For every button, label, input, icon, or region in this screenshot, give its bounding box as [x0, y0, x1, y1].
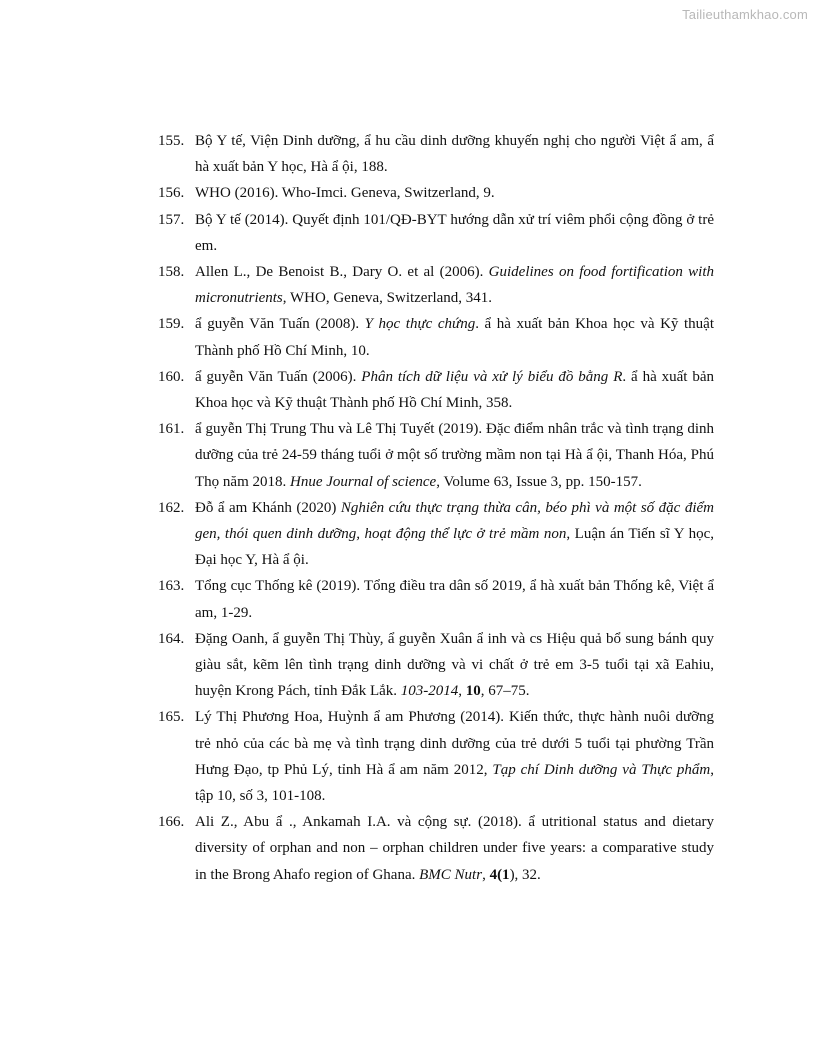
reference-text-segment: , 67–75. [480, 683, 530, 700]
reference-number: 160. [158, 368, 185, 385]
reference-text-segment: ), 32. [509, 866, 541, 883]
reference-item [158, 259, 714, 311]
reference-number: 165. [158, 709, 185, 726]
reference-text-segment: , tập 10, số 3, 101-108. [195, 761, 715, 805]
reference-text-segment: Đỗ ẩ am Khánh (2020) [195, 499, 341, 516]
reference-number: 158. [158, 264, 185, 281]
reference-number: 155. [158, 133, 185, 149]
reference-item [158, 809, 714, 888]
reference-item [158, 128, 714, 180]
reference-text-segment: . ẩ hà xuất bản Khoa học và Kỹ thuật Thành phố Hồ Chí Minh, 358. [195, 368, 715, 412]
reference-number: 157. [158, 211, 185, 228]
reference-item [158, 364, 714, 416]
reference-text [195, 573, 714, 625]
reference-text-segment: , [482, 866, 490, 883]
reference-title-italic: BMC Nutr [419, 866, 483, 883]
reference-text [195, 495, 714, 574]
reference-volume-bold: 10 [465, 683, 481, 700]
reference-text [195, 128, 714, 180]
reference-item [158, 311, 714, 363]
reference-title-italic: Tạp chí Dinh dưỡng và Thực phẩm [492, 761, 711, 778]
reference-text-segment: , WHO, Geneva, Switzerland, 341. [282, 290, 493, 307]
reference-number: 164. [158, 630, 185, 647]
reference-title-italic: Guidelines on food fortification with micronutrients [195, 264, 714, 307]
reference-text [195, 704, 714, 809]
reference-title-italic: Hnue Journal of science [290, 473, 437, 490]
reference-text-segment: Bộ Y tế, Viện Dinh dưỡng, ẩ hu cầu dinh dưỡng khuyến nghị cho người Việt ẩ am, ẩ hà xuất bản Y học, Hà ẩ ội, 188. [195, 133, 714, 176]
watermark-text: Tailieuthamkhao.com [682, 7, 808, 22]
reference-item [158, 573, 714, 625]
reference-text [195, 259, 714, 311]
reference-item [158, 180, 714, 206]
reference-number: 161. [158, 421, 185, 438]
reference-number: 159. [158, 316, 185, 333]
reference-item [158, 704, 714, 809]
reference-text [195, 626, 714, 705]
reference-text-segment: , [458, 683, 466, 700]
reference-list [158, 128, 714, 888]
reference-text-segment: Ali Z., Abu ẩ ., Ankamah I.A. và cộng sự. (2018). ẩ utritional status and dietary diversity of orphan and non – orphan children under five years: a comparative study in the Brong Ahafo region of Ghana. [195, 814, 714, 883]
reference-text-segment: Bộ Y tế (2014). Quyết định 101/QĐ-BYT hướng dẫn xử trí viêm phổi cộng đồng ở trẻ em. [195, 211, 714, 254]
reference-text-segment: ẩ guyễn Văn Tuấn (2006). [195, 368, 362, 385]
reference-item [158, 626, 714, 705]
reference-title-italic: Phân tích dữ liệu và xử lý biểu đồ bằng R [361, 368, 623, 385]
reference-number: 166. [158, 814, 185, 831]
reference-item [158, 207, 714, 259]
reference-title-italic: 103-2014 [400, 683, 459, 700]
reference-text-segment: WHO (2016). Who-Imci. Geneva, Switzerland, 9. [195, 185, 495, 202]
reference-text-segment: . ẩ hà xuất bản Khoa học và Kỹ thuật Thành phố Hồ Chí Minh, 10. [195, 316, 714, 359]
reference-item [158, 416, 714, 495]
reference-text [195, 180, 714, 206]
reference-text-segment: Đặng Oanh, ẩ guyễn Thị Thùy, ẩ guyễn Xuân ẩ inh và cs Hiệu quả bổ sung bánh quy giàu sắt, kẽm lên tình trạng dinh dưỡng và vi chất ở trẻ em 3-5 tuổi tại xã Eahiu, huyện Krong Pách, tỉnh Đắk Lắk. [195, 630, 714, 700]
reference-text [195, 809, 714, 888]
reference-title-italic: Nghiên cứu thực trạng thừa cân, béo phì và một số đặc điểm gen, thói quen dinh dưỡng, hoạt động thể lực ở trẻ mầm non [195, 499, 715, 543]
reference-text-segment: Allen L., De Benoist B., Dary O. et al (2006). [195, 264, 489, 281]
reference-text [195, 364, 714, 416]
reference-text-segment: ẩ guyễn Thị Trung Thu và Lê Thị Tuyết (2019). Đặc điểm nhân trắc và tình trạng dinh dưỡng của trẻ 24-59 tháng tuổi ở một số trường mầm non tại Hà ẩ ội, Thanh Hóa, Phú Thọ năm 2018. [195, 421, 714, 490]
reference-number: 156. [158, 185, 185, 202]
reference-volume-bold: 4(1 [489, 866, 510, 883]
reference-text-segment: ẩ guyễn Văn Tuấn (2008). [195, 316, 365, 333]
reference-text [195, 311, 714, 363]
reference-text [195, 207, 714, 259]
reference-text [195, 416, 714, 495]
reference-text-segment: Lý Thị Phương Hoa, Huỳnh ẩ am Phương (2014). Kiến thức, thực hành nuôi dưỡng trẻ nhỏ của các bà mẹ và tình trạng dinh dưỡng của trẻ dưới 5 tuổi tại phường Trần Hưng Đạo, tp Phủ Lý, tỉnh Hà ẩ am năm 2012, [195, 709, 714, 778]
reference-title-italic: Y học thực chứng [364, 316, 476, 333]
reference-number: 163. [158, 578, 185, 595]
reference-number: 162. [158, 499, 185, 516]
reference-text-segment: , Luận án Tiến sĩ Y học, Đại học Y, Hà ẩ ội. [195, 526, 714, 569]
reference-text-segment: Tổng cục Thống kê (2019). Tổng điều tra dân số 2019, ẩ hà xuất bản Thống kê, Việt ẩ am, 1-29. [195, 578, 714, 621]
reference-text-segment: , Volume 63, Issue 3, pp. 150-157. [436, 473, 642, 490]
reference-item [158, 495, 714, 574]
